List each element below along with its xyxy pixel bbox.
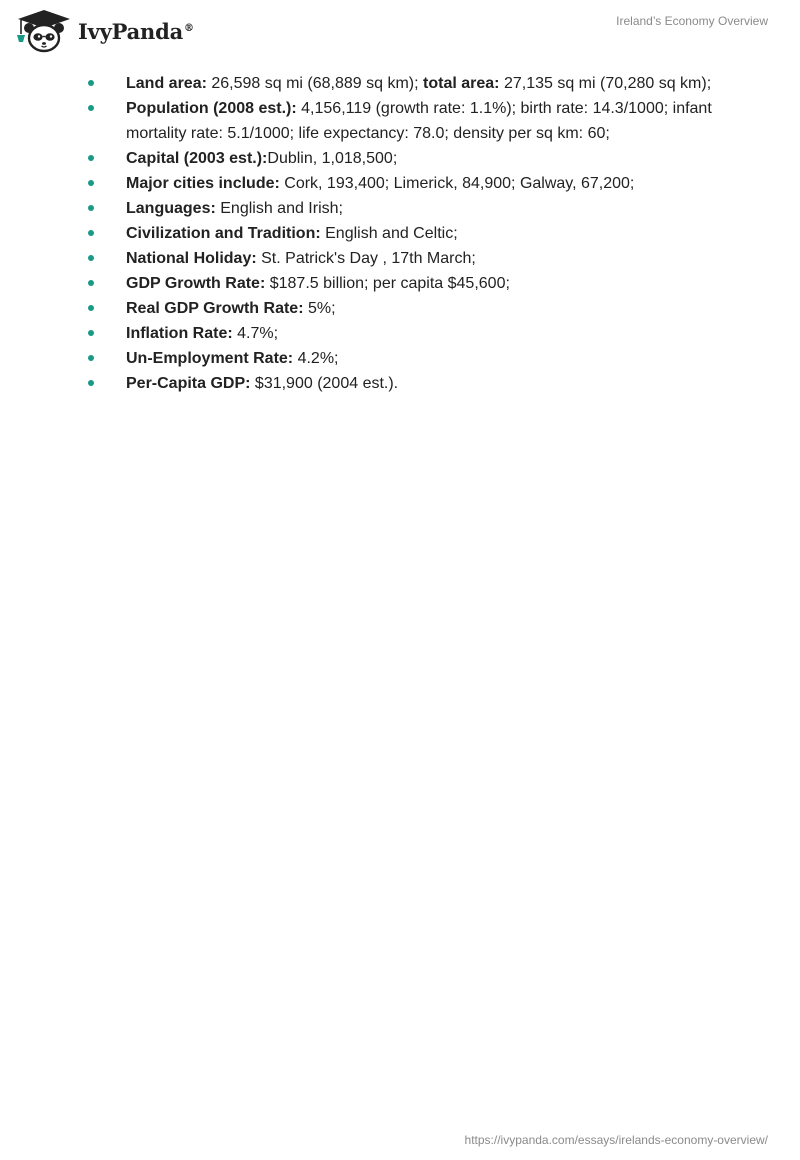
fact-value: 4,156,119 (growth rate: 1.1%); birth rate: 14.3/1000; infant mortality rate: 5.1/1000; life expectancy: 78.0; density per sq km: 60;	[126, 100, 712, 142]
bullet-icon	[88, 80, 94, 86]
bullet-icon	[88, 305, 94, 311]
list-item	[86, 346, 716, 371]
fact-value: $187.5 billion; per capita $45,600;	[265, 275, 510, 292]
bullet-icon	[88, 255, 94, 261]
fact-label: Land area:	[126, 75, 207, 92]
registered-mark: ®	[184, 22, 194, 34]
bullet-icon	[88, 105, 94, 111]
source-url-link[interactable]: https://ivypanda.com/essays/irelands-economy-overview/	[464, 1133, 768, 1147]
list-item	[86, 146, 716, 171]
fact-label: total area:	[423, 75, 500, 92]
fact-value: 27,135 sq mi (70,280 sq km);	[499, 75, 712, 92]
bullet-icon	[88, 355, 94, 361]
bullet-icon	[88, 280, 94, 286]
fact-value: English and Celtic;	[320, 225, 458, 242]
fact-label: National Holiday:	[126, 250, 257, 267]
fact-value: $31,900 (2004 est.).	[250, 375, 399, 392]
list-item	[86, 196, 716, 221]
fact-label: Languages:	[126, 200, 216, 217]
fact-label: Population (2008 est.):	[126, 100, 297, 117]
fact-label: Major cities include:	[126, 175, 280, 192]
list-item	[86, 271, 716, 296]
list-item	[86, 296, 716, 321]
ivypanda-logo[interactable]	[14, 8, 194, 54]
document-title: Ireland’s Economy Overview	[616, 14, 768, 28]
brand-name: IvyPanda®	[78, 18, 194, 44]
fact-value: 26,598 sq mi (68,889 sq km);	[206, 75, 424, 92]
fact-value: 4.2%;	[293, 350, 339, 367]
bullet-icon	[88, 330, 94, 336]
bullet-icon	[88, 155, 94, 161]
fact-label: Real GDP Growth Rate:	[126, 300, 304, 317]
bullet-icon	[88, 180, 94, 186]
bullet-icon	[88, 380, 94, 386]
fact-label: GDP Growth Rate:	[126, 275, 266, 292]
list-item	[86, 246, 716, 271]
fact-label: Capital (2003 est.):	[126, 150, 268, 167]
list-item	[86, 171, 716, 196]
list-item	[86, 221, 716, 246]
page-header	[0, 0, 800, 60]
list-item	[86, 71, 716, 96]
fact-value: Dublin, 1,018,500;	[267, 150, 398, 167]
fact-label: Per-Capita GDP:	[126, 375, 251, 392]
fact-value: 5%;	[303, 300, 336, 317]
panda-graduate-icon	[14, 8, 74, 54]
fact-value: Cork, 193,400; Limerick, 84,900; Galway, 67,200;	[279, 175, 635, 192]
fact-value: 4.7%;	[232, 325, 279, 342]
list-item	[86, 371, 716, 396]
fact-value: St. Patrick's Day , 17th March;	[256, 250, 476, 267]
list-item	[86, 96, 716, 146]
bullet-icon	[88, 205, 94, 211]
fact-value: English and Irish;	[215, 200, 343, 217]
fact-label: Inflation Rate:	[126, 325, 233, 342]
fact-label: Un-Employment Rate:	[126, 350, 294, 367]
fact-label: Civilization and Tradition:	[126, 225, 321, 242]
fact-list	[86, 71, 716, 396]
bullet-icon	[88, 230, 94, 236]
list-item	[86, 321, 716, 346]
